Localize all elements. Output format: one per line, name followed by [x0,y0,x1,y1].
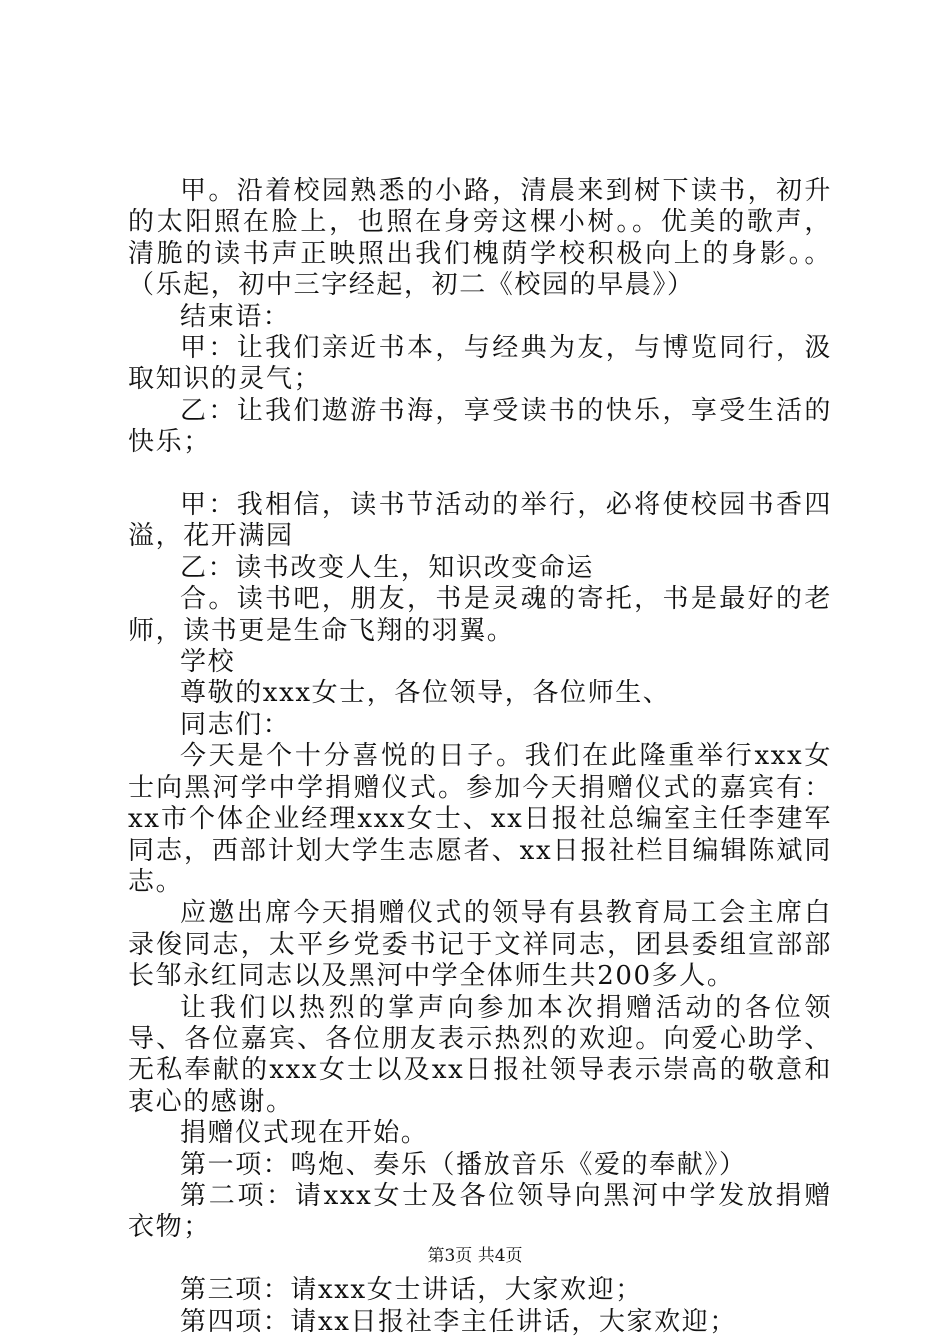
paragraph: 甲：我相信，读书节活动的举行，必将使校园书香四溢，花开满园 [128,490,832,552]
page-number-label: 第3页 共4页 [427,1246,523,1266]
paragraph: 乙：让我们遨游书海，享受读书的快乐，享受生活的快乐； [128,395,832,458]
paragraph: 同志们： [180,709,291,740]
paragraph: 第二项：请xxx女士及各位领导向黑河中学发放捐赠衣物； [128,1180,832,1243]
blank-line [128,459,832,490]
page-footer [0,1246,950,1266]
paragraph: 第一项：鸣炮、奏乐（播放音乐《爱的奉献》） [180,1149,747,1180]
paragraph: 第三项：请xxx女士讲话，大家欢迎； [180,1275,643,1306]
paragraph: 尊敬的xxx女士，各位领导，各位师生、 [180,678,671,709]
paragraph: 乙：读书改变人生，知识改变命运 [180,552,595,583]
paragraph: 捐赠仪式现在开始。 [180,1118,429,1149]
paragraph: 合。读书吧，朋友，书是灵魂的寄托，书是最好的老师，读书更是生命飞翔的羽翼。 [128,584,832,646]
paragraph: 学校 [180,647,236,678]
paragraph: 第四项：请xx日报社李主任讲话，大家欢迎； [180,1306,737,1337]
paragraph: 今天是个十分喜悦的日子。我们在此隆重举行xxx女士向黑河学中学捐赠仪式。参加今天捐赠仪式的嘉宾有：xx市个体企业经理xxx女士、xx日报社总编室主任李建军同志，西部计划大学生志愿者、xx日报社栏目编辑陈斌同志。 [128,741,832,897]
paragraph: 应邀出席今天捐赠仪式的领导有县教育局工会主席白录俊同志，太平乡党委书记于文祥同志，团县委组宣部部长邹永红同志以及黑河中学全体师生共200多人。 [128,898,832,992]
paragraph: 让我们以热烈的掌声向参加本次捐赠活动的各位领导、各位嘉宾、各位朋友表示热烈的欢迎。向爱心助学、无私奉献的xxx女士以及xx日报社领导表示崇高的敬意和衷心的感谢。 [128,992,832,1117]
document-body [128,176,832,1338]
paragraph: 甲。沿着校园熟悉的小路，清晨来到树下读书，初升的太阳照在脸上，也照在身旁这棵小树。。优美的歌声，清脆的读书声正映照出我们槐荫学校积极向上的身影。。（乐起，初中三字经起，初二《校园的早晨》） [128,176,832,301]
paragraph: 结束语： [180,301,291,332]
paragraph: 甲：让我们亲近书本，与经典为友，与博览同行，汲取知识的灵气； [128,333,832,395]
